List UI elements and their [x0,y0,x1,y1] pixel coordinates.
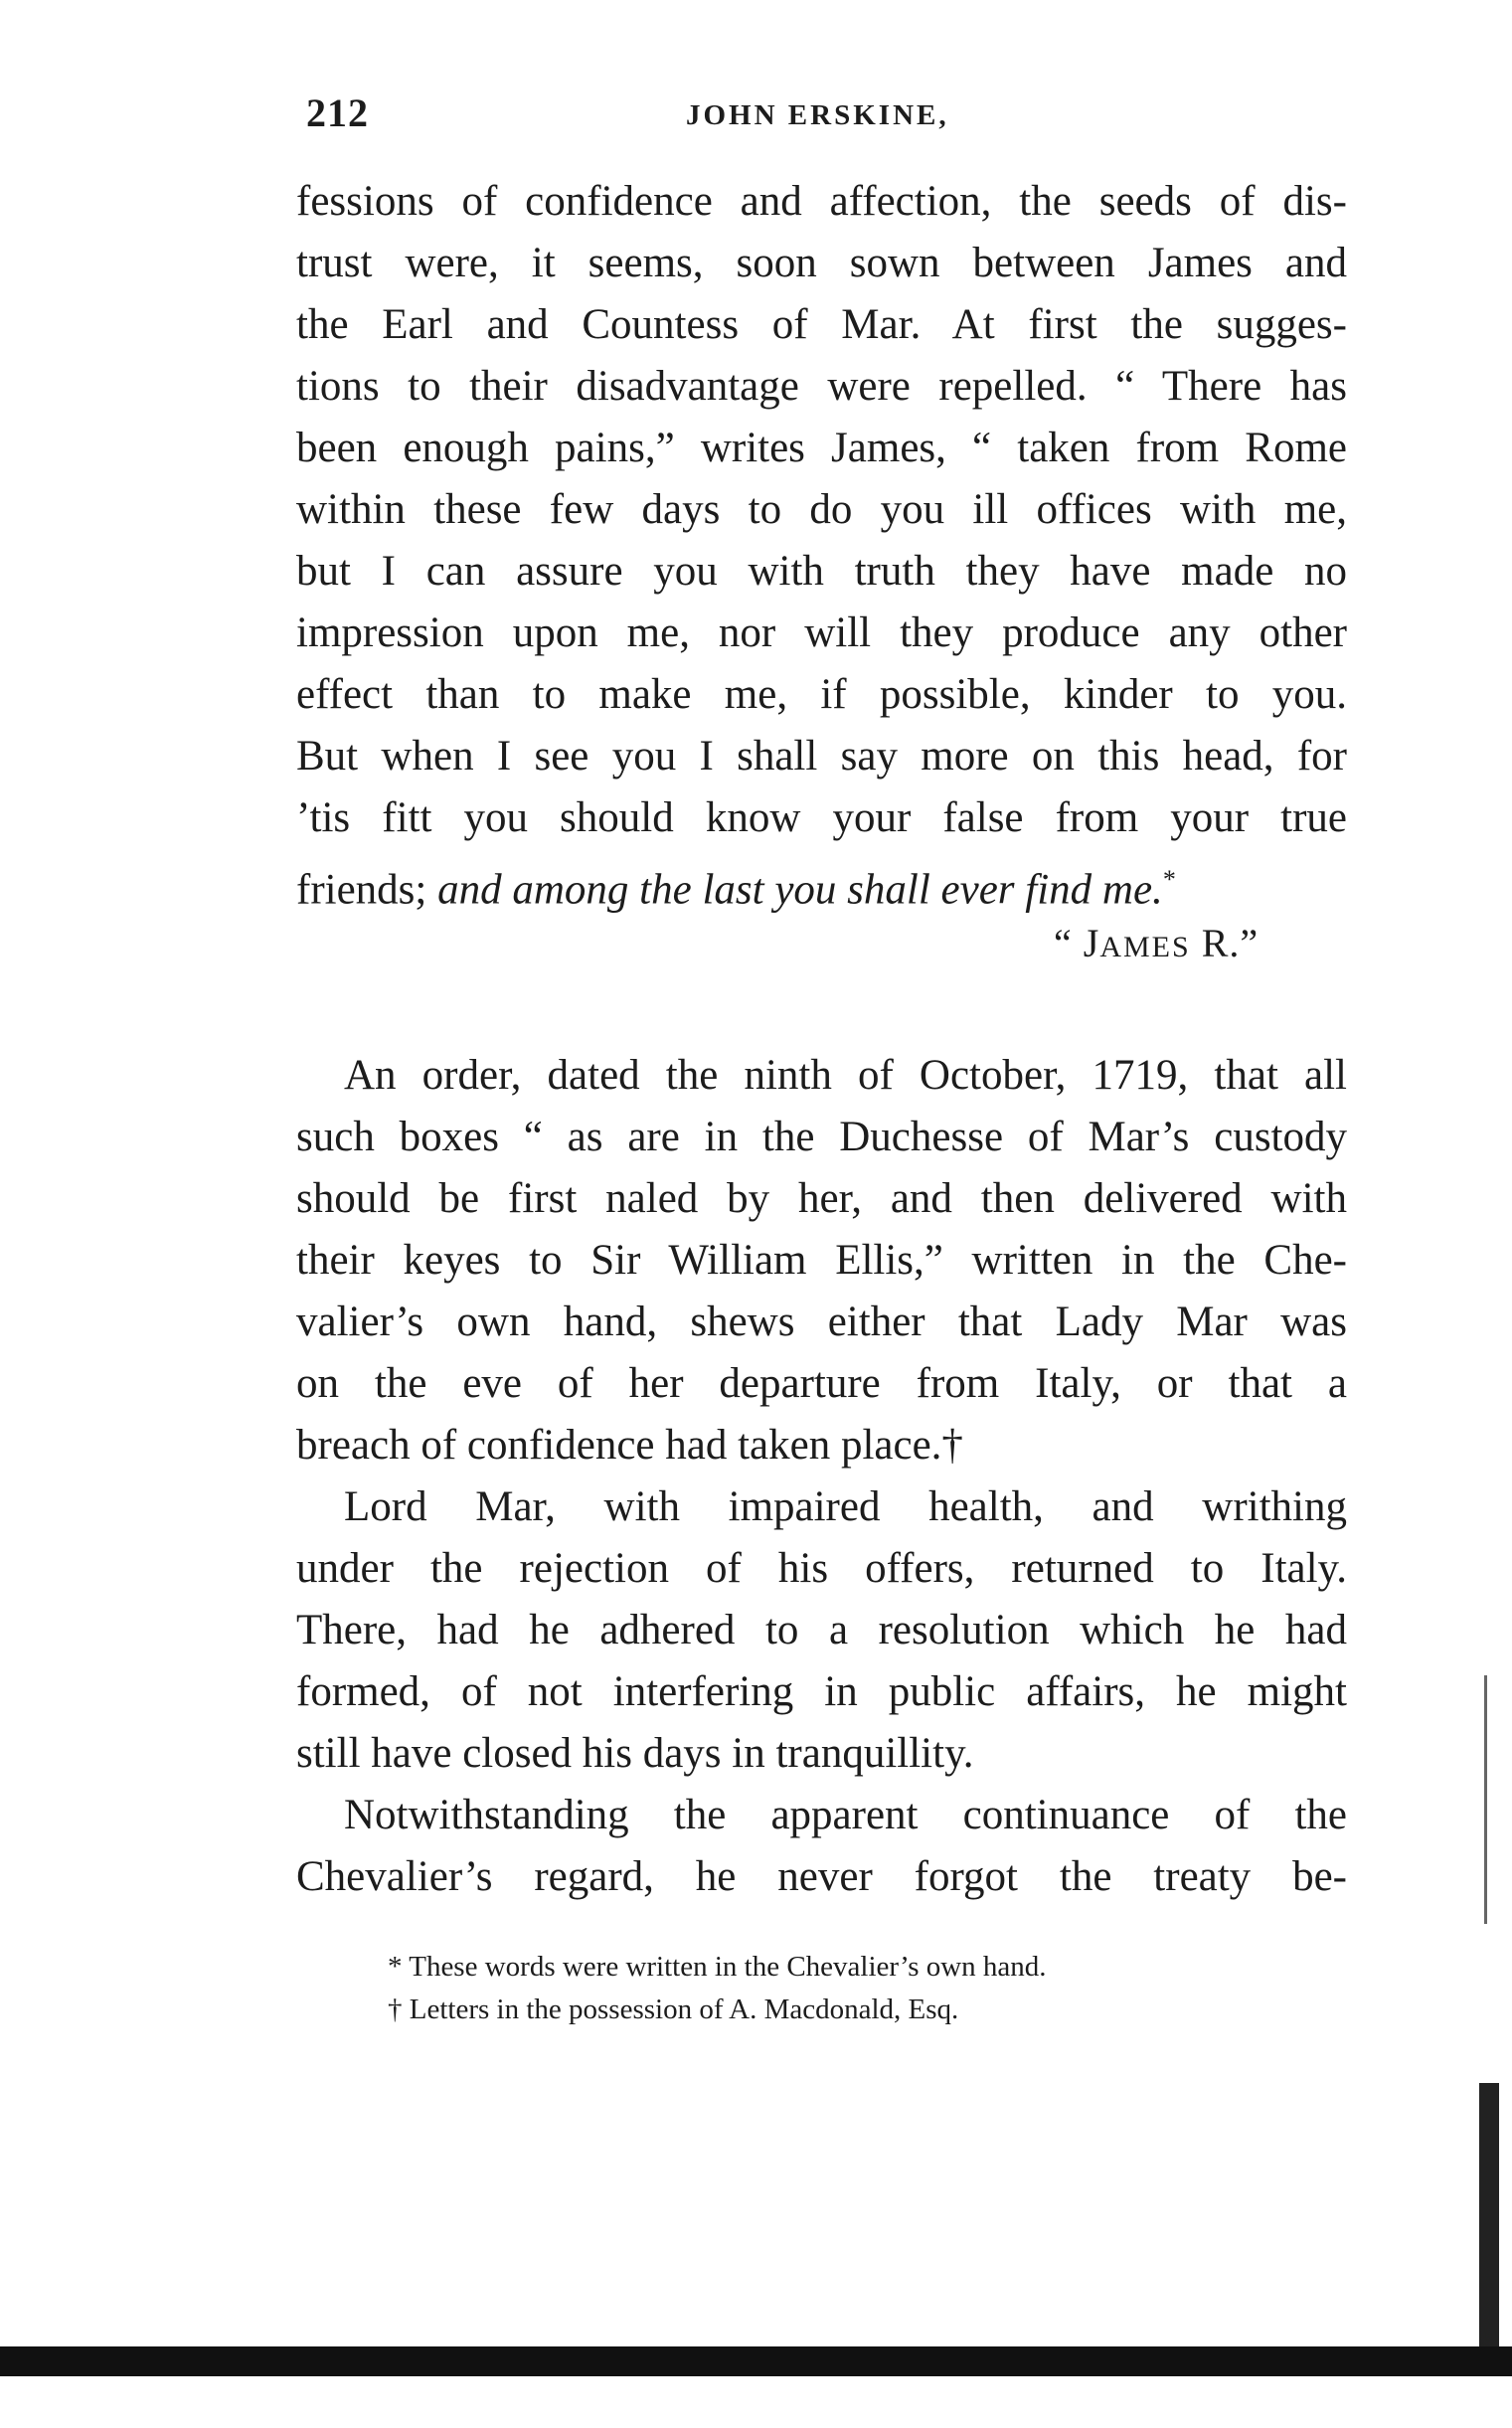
text-line: fessions of confidence and affection, the seeds of dis- [296,178,1347,225]
text-line: under the rejection of his offers, returned to Italy. [296,1545,1347,1592]
text-line [296,850,1347,914]
signature-open: “ J [1054,921,1100,965]
text-line: tions to their disadvantage were repelled. “ There has [296,363,1347,410]
text-line: the Earl and Countess of Mar. At first the sugges- [296,301,1347,348]
page-number: 212 [306,90,369,135]
text-line: valier’s own hand, shews either that Lady Mar was [296,1299,1347,1345]
text-line: trust were, it seems, soon sown between James and [296,240,1347,286]
text-line: on the eve of her departure from Italy, or that a [296,1360,1347,1407]
text-line: should be first naled by her, and then delivered with [296,1175,1347,1222]
scan-spine-shadow [1479,2083,1499,2351]
footnote-2: † Letters in the possession of A. Macdonald, Esq. [388,1994,959,2025]
text-line: impression upon me, nor will they produce any other [296,609,1347,656]
text-line: ’tis fitt you should know your false from your true [296,794,1347,841]
text-line: There, had he adhered to a resolution which he had [296,1607,1347,1653]
scan-edge-shadow [1484,1675,1487,1924]
italic-quote: and among the last you shall ever find me. [437,866,1163,914]
text-line: such boxes “ as are in the Duchesse of Mar’s custody [296,1114,1347,1160]
line-text: friends; [296,866,438,914]
text-line: Chevalier’s regard, he never forgot the treaty be- [296,1853,1347,1900]
signature-close: R.” [1190,921,1260,965]
scan-bottom-edge [0,2346,1512,2376]
text-line: still have closed his days in tranquillity. [296,1730,974,1777]
text-line: their keyes to Sir William Ellis,” written in the Che- [296,1237,1347,1284]
footnote-mark: * [1162,865,1176,894]
text-line: breach of confidence had taken place.† [296,1422,963,1469]
signature [1054,920,1259,966]
text-line: Lord Mar, with impaired health, and writhing [344,1483,1347,1530]
text-line: effect than to make me, if possible, kinder to you. [296,671,1347,718]
text-line: been enough pains,” writes James, “ taken from Rome [296,425,1347,471]
text-line: but I can assure you with truth they have made no [296,548,1347,595]
page-header [0,89,1512,149]
text-line: An order, dated the ninth of October, 1719, that all [344,1052,1347,1099]
text-line: But when I see you I shall say more on this head, for [296,733,1347,780]
text-line: Notwithstanding the apparent continuance of the [344,1792,1347,1838]
running-head: JOHN ERSKINE, [686,99,949,131]
signature-smallcaps: AMES [1099,931,1191,963]
text-line: formed, of not interfering in public affairs, he might [296,1668,1347,1715]
text-line: within these few days to do you ill offices with me, [296,486,1347,533]
footnote-1: * These words were written in the Chevalier’s own hand. [388,1951,1047,1983]
